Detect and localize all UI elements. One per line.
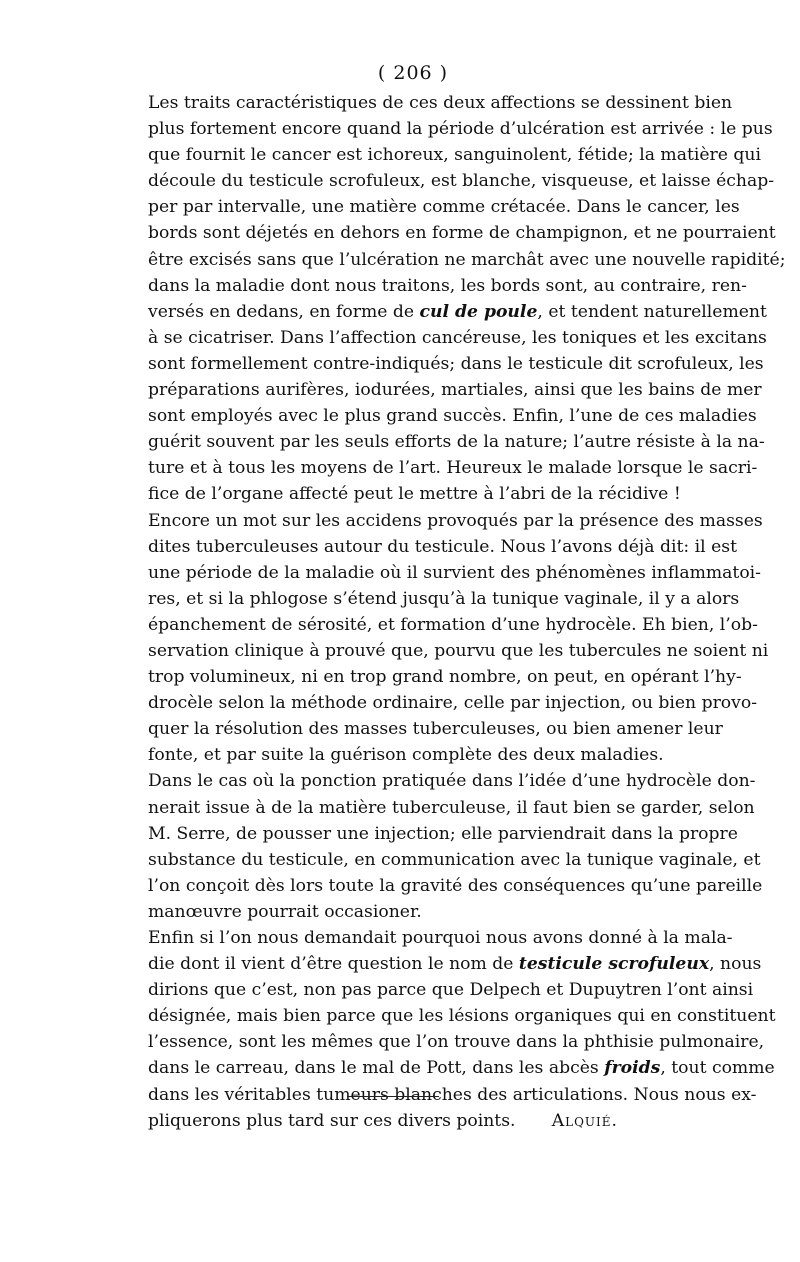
text-line: plus fortement encore quand la période d’ulcération est arrivée : le pus: [148, 119, 773, 140]
text-line: versés en dedans, en forme de cul de poule, et tendent naturellement: [148, 301, 767, 322]
page-number: ( 206 ): [377, 62, 449, 84]
text-line: ture et à tous les moyens de l’art. Heureux le malade lorsque le sacri-: [148, 458, 758, 479]
text-line: substance du testicule, en communication avec la tunique vaginale, et: [148, 849, 761, 870]
closing-line: [148, 1108, 678, 1134]
text-line: une période de la maladie où il survient des phénomènes inflammatoi-: [148, 562, 761, 583]
body-text: [148, 90, 786, 1108]
text-line: dans la maladie dont nous traitons, les bords sont, au contraire, ren-: [148, 275, 747, 296]
text-line: manœuvre pourrait occasioner.: [148, 901, 422, 922]
text-line: Dans le cas où la ponction pratiquée dans l’idée d’une hydrocèle don-: [148, 771, 756, 792]
text-line: bords sont déjetés en dehors en forme de champignon, et ne pourraient: [148, 223, 776, 244]
end-rule: [347, 1096, 439, 1097]
text-line: dites tuberculeuses autour du testicule. Nous l’avons déjà dit: il est: [148, 536, 737, 557]
text-line: fice de l’organe affecté peut le mettre à l’abri de la récidive !: [148, 484, 681, 505]
text-line: nerait issue à de la matière tuberculeuse, il faut bien se garder, selon: [148, 797, 755, 818]
text-line: sont formellement contre-indiqués; dans le testicule dit scrofuleux, les: [148, 353, 764, 374]
text-line: l’on conçoit dès lors toute la gravité des conséquences qu’une pareille: [148, 875, 763, 896]
author-signature: Alquié.: [551, 1110, 618, 1131]
emphasis: testicule scrofuleux: [518, 954, 710, 975]
text-line: épanchement de sérosité, et formation d’une hydrocèle. Eh bien, l’ob-: [148, 614, 758, 635]
text-line: Enfin si l’on nous demandait pourquoi nous avons donné à la mala-: [148, 928, 733, 948]
text-line: trop volumineux, ni en trop grand nombre, on peut, en opérant l’hy-: [148, 667, 742, 688]
text-line: die dont il vient d’être question le nom de testicule scrofuleux, nous: [148, 954, 762, 975]
emphasis: cul de poule: [419, 301, 538, 322]
text-line: à se cicatriser. Dans l’affection cancéreuse, les toniques et les excitans: [148, 327, 767, 348]
text-line: per par intervalle, une matière comme crétacée. Dans le cancer, les: [148, 197, 740, 218]
text-line: que fournit le cancer est ichoreux, sanguinolent, fétide; la matière qui: [148, 145, 761, 166]
paragraph: [148, 768, 763, 925]
text-line: res, et si la phlogose s’étend jusqu’à la tunique vaginale, il y a alors: [148, 588, 740, 609]
text-line: découle du testicule scrofuleux, est blanche, visqueuse, et laisse échap-: [148, 171, 775, 192]
text-line: drocèle selon la méthode ordinaire, celle par injection, ou bien provo-: [148, 693, 758, 714]
closing-text: pliquerons plus tard sur ces divers points.: [148, 1110, 516, 1131]
text-line: dans les véritables tumeurs blanches des articulations. Nous nous ex-: [148, 1084, 757, 1105]
text-line: servation clinique à prouvé que, pourvu que les tubercules ne soient ni: [148, 640, 769, 661]
text-line: Les traits caractéristiques de ces deux affections se dessinent bien: [148, 93, 733, 113]
book-page: [148, 58, 786, 1134]
text-line: fonte, et par suite la guérison complète des deux maladies.: [148, 745, 664, 766]
text-line: être excisés sans que l’ulcération ne marchât avec une nouvelle rapidité;: [148, 249, 786, 270]
text-line: préparations aurifères, iodurées, martiales, ainsi que les bains de mer: [148, 380, 762, 401]
text-line: quer la résolution des masses tuberculeuses, ou bien amener leur: [148, 719, 723, 740]
text-line: dirions que c’est, non pas parce que Delpech et Dupuytren l’ont ainsi: [148, 980, 754, 1001]
text-line: Encore un mot sur les accidens provoqués par la présence des masses: [148, 510, 763, 531]
text-line: sont employés avec le plus grand succès. Enfin, l’une de ces maladies: [148, 406, 757, 427]
paragraph: [148, 90, 786, 508]
text-line: dans le carreau, dans le mal de Pott, dans les abcès froids, tout comme: [148, 1058, 775, 1079]
emphasis: froids: [604, 1058, 661, 1079]
paragraph: [148, 508, 769, 769]
text-line: guérit souvent par les seuls efforts de la nature; l’autre résiste à la na-: [148, 432, 765, 453]
paragraph: [148, 925, 776, 1108]
text-line: désignée, mais bien parce que les lésions organiques qui en constituent: [148, 1006, 776, 1027]
text-line: M. Serre, de pousser une injection; elle parviendrait dans la propre: [148, 823, 738, 844]
text-line: l’essence, sont les mêmes que l’on trouve dans la phthisie pulmonaire,: [148, 1032, 765, 1053]
